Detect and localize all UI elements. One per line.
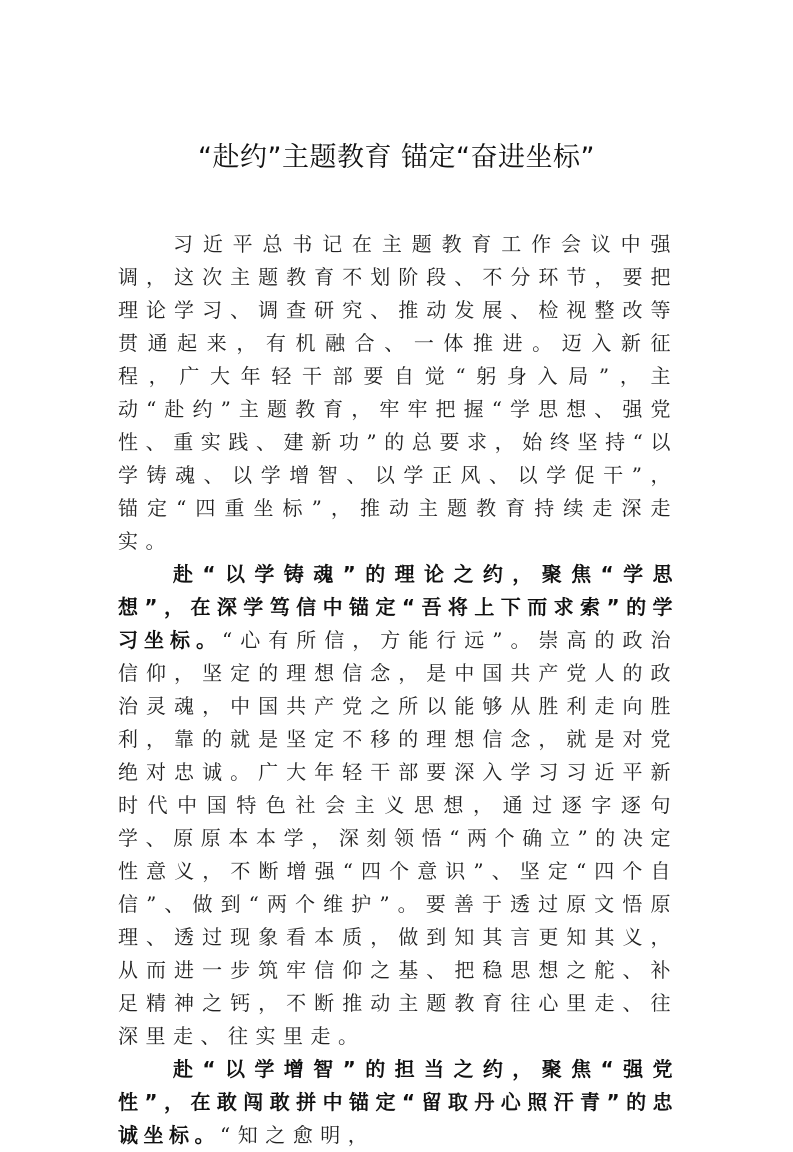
paragraph-lead: 赴“以学铸魂”的理论之约，聚焦“学思想”，在深学笃信中锚定“吾将上下而求索”的学习坐标。 xyxy=(118,562,678,652)
paragraph-study-wisdom xyxy=(118,1053,678,1152)
paragraph-lead: 赴“以学增智”的担当之约，聚焦“强党性”，在敢闯敢拼中锚定“留取丹心照汗青”的忠诚坐标。 xyxy=(118,1057,678,1147)
paragraph-text: “知之愈明， xyxy=(220,1123,376,1147)
document-title: “赴约”主题教育 锚定“奋进坐标” xyxy=(197,142,596,173)
paragraph-study-soul xyxy=(118,558,678,1053)
document-body xyxy=(118,228,678,1152)
paragraph-text: “心有所信，方能行远”。崇高的政治信仰，坚定的理想信念，是中国共产党人的政治灵魂，中国共产党之所以能够从胜利走向胜利，靠的就是坚定不移的理想信念，就是对党绝对忠诚。广大年轻干部要深入学习习近平新时代中国特色社会主义思想，通过逐字逐句学、原原本本学，深刻领悟“两个确立”的决定性意义，不断增强“四个意识”、坚定“四个自信”、做到“两个维护”。要善于透过原文悟原理、透过现象看本质，做到知其言更知其义，从而进一步筑牢信仰之基、把稳思想之舵、补足精神之钙，不断推动主题教育往心里走、往深里走、往实里走。 xyxy=(118,628,679,1048)
paragraph-text: 习近平总书记在主题教育工作会议中强调，这次主题教育不划阶段、不分环节，要把理论学习、调查研究、推动发展、检视整改等贯通起来，有机融合、一体推进。迈入新征程，广大年轻干部要自觉“躬身入局”，主动“赴约”主题教育，牢牢把握“学思想、强党性、重实践、建新功”的总要求，始终坚持“以学铸魂、以学增智、以学正风、以学促干”，锚定“四重坐标”，推动主题教育持续走深走实。 xyxy=(118,232,678,553)
paragraph-intro xyxy=(118,228,678,558)
